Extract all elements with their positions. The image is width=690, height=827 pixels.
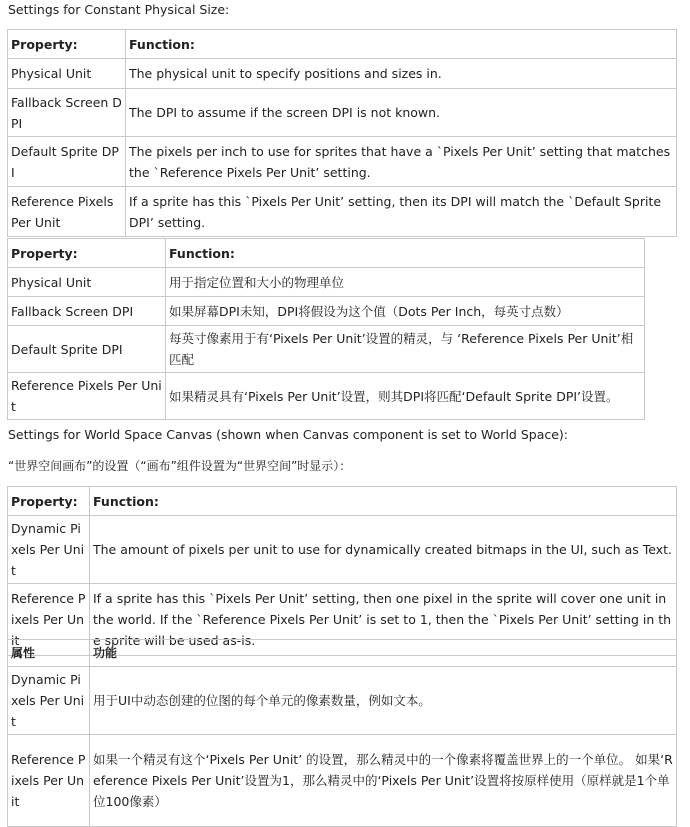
property-header: Property: bbox=[8, 30, 126, 59]
function-cell: The physical unit to specify positions and sizes in. bbox=[126, 59, 677, 89]
property-cell: Reference Pixels Per Unit bbox=[8, 187, 126, 237]
function-cell: 如果精灵具有‘Pixels Per Unit’设置，则其DPI将匹配‘Default Sprite DPI’设置。 bbox=[166, 373, 645, 420]
function-cell: 如果一个精灵有这个‘Pixels Per Unit’ 的设置，那么精灵中的一个像素将覆盖世界上的一个单位。 如果‘Reference Pixels Per Unit’设置为1，那么精灵中的‘Pixels Per Unit’设置将按原样使用（原样就是1个单位100像素） bbox=[90, 735, 677, 827]
table-row bbox=[8, 137, 677, 187]
function-header: Function: bbox=[166, 239, 645, 268]
world-space-canvas-table-zh bbox=[7, 639, 677, 827]
function-header: Function: bbox=[90, 487, 677, 516]
table-row bbox=[8, 735, 677, 827]
world-space-canvas-table-en bbox=[7, 486, 677, 656]
table-row bbox=[8, 268, 645, 297]
section2-heading-zh: “世界空间画布”的设置（“画布”组件设置为“世界空间”时显示）： bbox=[8, 459, 352, 473]
property-cell: Dynamic Pixels Per Unit bbox=[8, 516, 90, 584]
property-cell: Fallback Screen DPI bbox=[8, 89, 126, 137]
property-header: Property: bbox=[8, 239, 166, 268]
table-row bbox=[8, 667, 677, 735]
property-cell: Reference Pixels Per Unit bbox=[8, 373, 166, 420]
section1-heading: Settings for Constant Physical Size: bbox=[8, 2, 230, 17]
function-cell: The pixels per inch to use for sprites that have a `Pixels Per Unit’ setting that matches the `Reference Pixels Per Unit’ setting. bbox=[126, 137, 677, 187]
table-row bbox=[8, 187, 677, 237]
function-cell: 如果屏幕DPI未知，DPI将假设为这个值（Dots Per Inch，每英寸点数） bbox=[166, 297, 645, 326]
table-row bbox=[8, 326, 645, 373]
table-row bbox=[8, 516, 677, 584]
property-cell: Physical Unit bbox=[8, 268, 166, 297]
function-cell: The DPI to assume if the screen DPI is not known. bbox=[126, 89, 677, 137]
property-cell: Fallback Screen DPI bbox=[8, 297, 166, 326]
table-row bbox=[8, 89, 677, 137]
property-cell: Reference Pixels Per Unit bbox=[8, 735, 90, 827]
function-cell: 用于UI中动态创建的位图的每个单元的像素数量，例如文本。 bbox=[90, 667, 677, 735]
constant-physical-size-table-en bbox=[7, 29, 677, 237]
table-row bbox=[8, 297, 645, 326]
section2-heading: Settings for World Space Canvas (shown when Canvas component is set to World Space): bbox=[8, 427, 569, 442]
constant-physical-size-table-zh bbox=[7, 238, 645, 420]
property-cell: Reference Pixels Per Unit bbox=[8, 584, 90, 656]
property-cell: Physical Unit bbox=[8, 59, 126, 89]
function-header: 功能 bbox=[90, 640, 677, 667]
function-cell: The amount of pixels per unit to use for dynamically created bitmaps in the UI, such as Text. bbox=[90, 516, 677, 584]
table-row bbox=[8, 59, 677, 89]
property-cell: Default Sprite DPI bbox=[8, 137, 126, 187]
function-cell: 每英寸像素用于有‘Pixels Per Unit’设置的精灵，与 ‘Reference Pixels Per Unit’相匹配 bbox=[166, 326, 645, 373]
property-cell: Default Sprite DPI bbox=[8, 326, 166, 373]
table-row bbox=[8, 373, 645, 420]
property-header: 属性 bbox=[8, 640, 90, 667]
function-cell: If a sprite has this `Pixels Per Unit’ setting, then its DPI will match the `Default Sprite DPI’ setting. bbox=[126, 187, 677, 237]
property-cell: Dynamic Pixels Per Unit bbox=[8, 667, 90, 735]
function-header: Function: bbox=[126, 30, 677, 59]
function-cell: 用于指定位置和大小的物理单位 bbox=[166, 268, 645, 297]
property-header: Property: bbox=[8, 487, 90, 516]
function-cell: If a sprite has this `Pixels Per Unit’ setting, then one pixel in the sprite will cover one unit in the world. If the `Reference Pixels Per Unit’ is set to 1, then the `Pixels Per Unit’ setting in the sprite will be used as-is. bbox=[90, 584, 677, 656]
